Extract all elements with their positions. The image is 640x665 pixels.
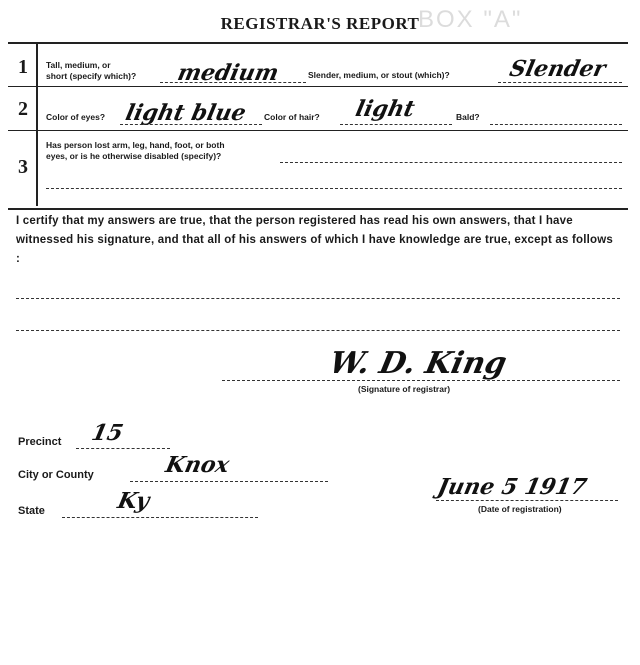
city-county-value: Knox xyxy=(163,452,232,478)
date-line xyxy=(436,500,618,501)
signature-line xyxy=(222,380,620,381)
date-caption: (Date of registration) xyxy=(478,504,562,514)
hair-color-question: Color of hair? xyxy=(264,112,320,122)
disability-question-line2: eyes, or is he otherwise disabled (specify)? xyxy=(46,151,222,161)
eye-color-answer: light blue xyxy=(123,100,249,126)
hair-color-answer-line xyxy=(340,124,452,125)
disability-question-line1: Has person lost arm, leg, hand, foot, or both xyxy=(46,140,225,150)
row-number-3: 3 xyxy=(18,156,28,178)
height-answer: medium xyxy=(175,60,282,86)
height-question-line2: short (specify which)? xyxy=(46,71,137,81)
state-label: State xyxy=(18,505,45,517)
row-divider-1 xyxy=(8,86,628,87)
exception-line-2 xyxy=(16,330,620,331)
build-answer-line xyxy=(498,82,622,83)
bald-question: Bald? xyxy=(456,112,480,122)
bald-answer-line xyxy=(490,124,622,125)
row-number-2: 2 xyxy=(18,98,28,120)
precinct-value: 15 xyxy=(89,420,126,446)
number-column-divider xyxy=(36,42,38,206)
state-line xyxy=(62,517,258,518)
eye-color-question: Color of eyes? xyxy=(46,112,106,122)
certification-text: I certify that my answers are true, that the person registered has read his own answers, that I have witnessed his signature, and that all of his answers of which I have knowledge are true, except as follows : xyxy=(16,215,613,265)
state-value: Ky xyxy=(115,488,152,514)
signature-caption: (Signature of registrar) xyxy=(358,384,451,394)
precinct-label: Precinct xyxy=(18,436,62,448)
box-a-stamp: BOX "A" xyxy=(418,6,523,33)
registrar-signature: W. D. King xyxy=(326,346,510,381)
city-county-line xyxy=(130,481,328,482)
hair-color-answer: light xyxy=(353,96,418,122)
row-divider-2 xyxy=(8,130,628,131)
page-title: REGISTRAR'S REPORT xyxy=(220,14,420,33)
build-answer: Slender xyxy=(507,56,608,82)
row-number-1: 1 xyxy=(18,56,28,78)
disability-answer-line-1 xyxy=(280,162,622,163)
precinct-line xyxy=(76,448,170,449)
city-county-label: City or County xyxy=(18,469,94,481)
build-question: Slender, medium, or stout (which)? xyxy=(308,70,450,80)
disability-answer-line-2 xyxy=(46,188,622,189)
height-question-line1: Tall, medium, or xyxy=(46,60,111,70)
registration-date: June 5 1917 xyxy=(435,474,590,500)
exception-line-1 xyxy=(16,298,620,299)
